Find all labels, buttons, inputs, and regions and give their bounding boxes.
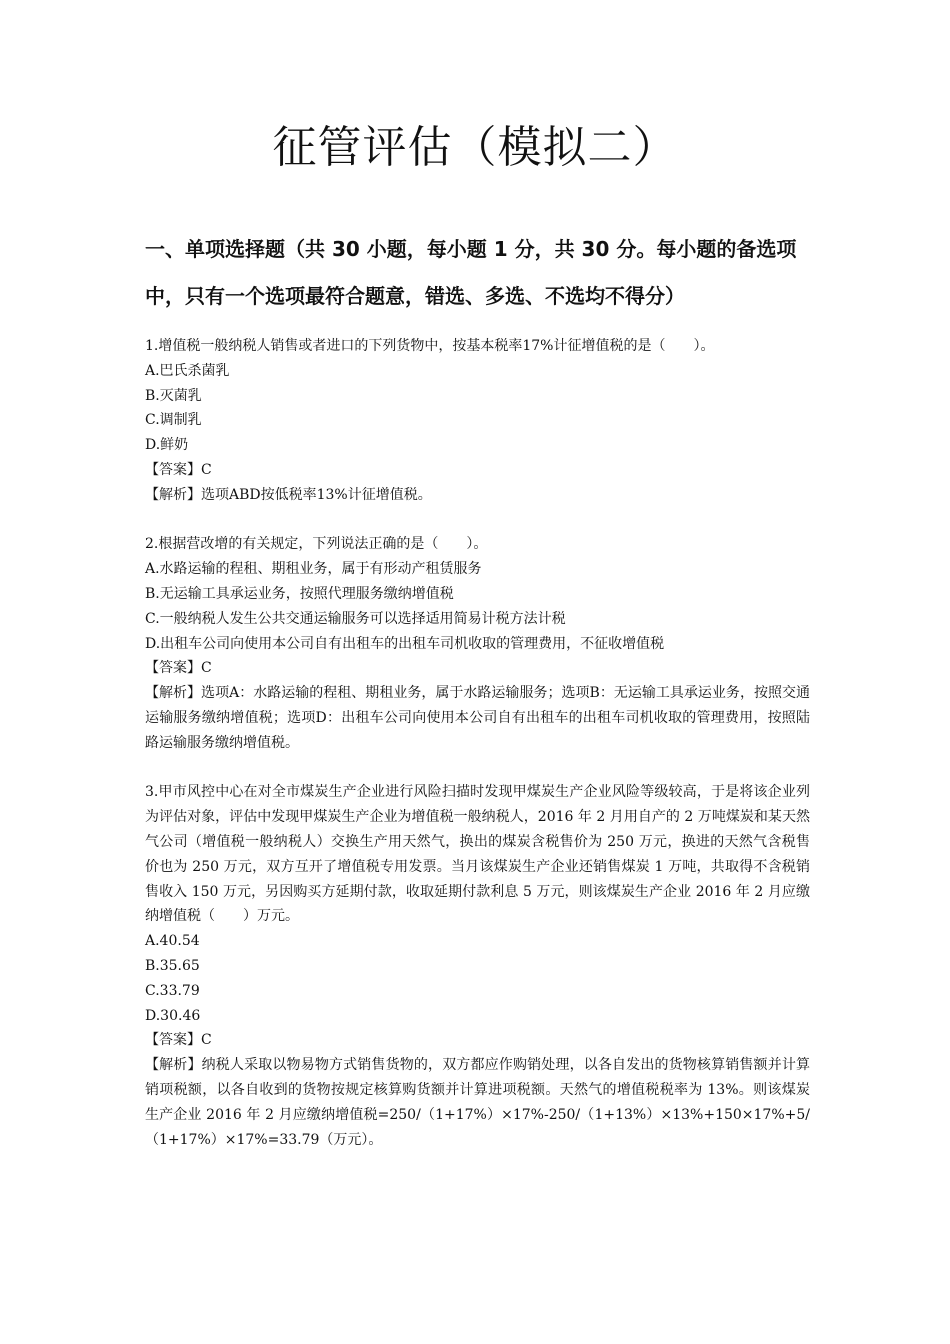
option-d: D.出租车公司向使用本公司自有出租车的出租车司机收取的管理费用，不征收增值税 — [145, 635, 665, 652]
question-list — [145, 334, 810, 1177]
document-title: 征管评估（模拟二） — [272, 122, 678, 173]
option-b: B.35.65 — [145, 957, 200, 974]
analysis-text: 【解析】选项ABD按低税率13%计征增值税。 — [145, 486, 432, 503]
option-d: D.30.46 — [145, 1007, 201, 1024]
option-c: C.一般纳税人发生公共交通运输服务可以选择适用简易计税方法计税 — [145, 610, 566, 627]
question-stem: 1.增值税一般纳税人销售或者进口的下列货物中，按基本税率17%计征增值税的是（ ）。 — [145, 338, 715, 354]
question-stem: 3.甲市风控中心在对全市煤炭生产企业进行风险扫描时发现甲煤炭生产企业风险等级较高，于是将该企业列为评估对象，评估中发现甲煤炭生产企业为增值税一般纳税人，2016 年 2 月用自产的 2 万吨煤炭和某天然气公司（增值税一般纳税人）交换生产用天然气，换出的煤炭含税售价为 250 万元，换进的天然气含税售价也为 250 万元，双方互开了增值税专用发票。当月该煤炭生产企业还销售煤炭 1 万吨，共取得不含税销售收入 150 万元，另因购买方延期付款，收取延期付款利息 5 万元，则该煤炭生产企业 2016 年 2 月应缴纳增值税（ ）万元。 — [145, 784, 810, 925]
option-a: A.巴氏杀菌乳 — [145, 362, 230, 379]
question-3 — [145, 780, 810, 1152]
option-a: A.水路运输的程租、期租业务，属于有形动产租赁服务 — [145, 561, 482, 578]
analysis-text: 【解析】选项A：水路运输的程租、期租业务，属于水路运输服务；选项B：无运输工具承运业务，按照交通运输服务缴纳增值税；选项D：出租车公司向使用本公司自有出租车的出租车司机收取的管理费用，按照陆路运输服务缴纳增值税。 — [145, 685, 810, 751]
answer-line: 【答案】C — [145, 660, 212, 677]
answer-line: 【答案】C — [145, 461, 212, 478]
section-heading: 一、单项选择题（共 30 小题，每小题 1 分，共 30 分。每小题的备选项中，只有一个选项最符合题意，错选、多选、不选均不得分） — [145, 237, 797, 308]
option-a: A.40.54 — [145, 933, 200, 950]
question-stem: 2.根据营改增的有关规定，下列说法正确的是（ ）。 — [145, 536, 488, 553]
analysis-text: 【解析】纳税人采取以物易物方式销售货物的，双方都应作购销处理，以各自发出的货物核算销售额并计算销项税额，以各自收到的货物按规定核算购货额并计算进项税额。天然气的增值税税率为 13%。则该煤炭生产企业 2016 年 2 月应缴纳增值税=250/（1+17%）×17%-250/（1+13%）×13%+150×17%+5/（1+17%）×17%=33.79（万元）。 — [145, 1057, 810, 1148]
option-c: C.33.79 — [145, 982, 200, 999]
option-c: C.调制乳 — [145, 412, 202, 429]
question-2 — [145, 532, 810, 755]
question-1 — [145, 334, 810, 508]
option-d: D.鲜奶 — [145, 437, 189, 454]
option-b: B.无运输工具承运业务，按照代理服务缴纳增值税 — [145, 585, 454, 602]
option-b: B.灭菌乳 — [145, 387, 202, 404]
answer-line: 【答案】C — [145, 1032, 212, 1049]
